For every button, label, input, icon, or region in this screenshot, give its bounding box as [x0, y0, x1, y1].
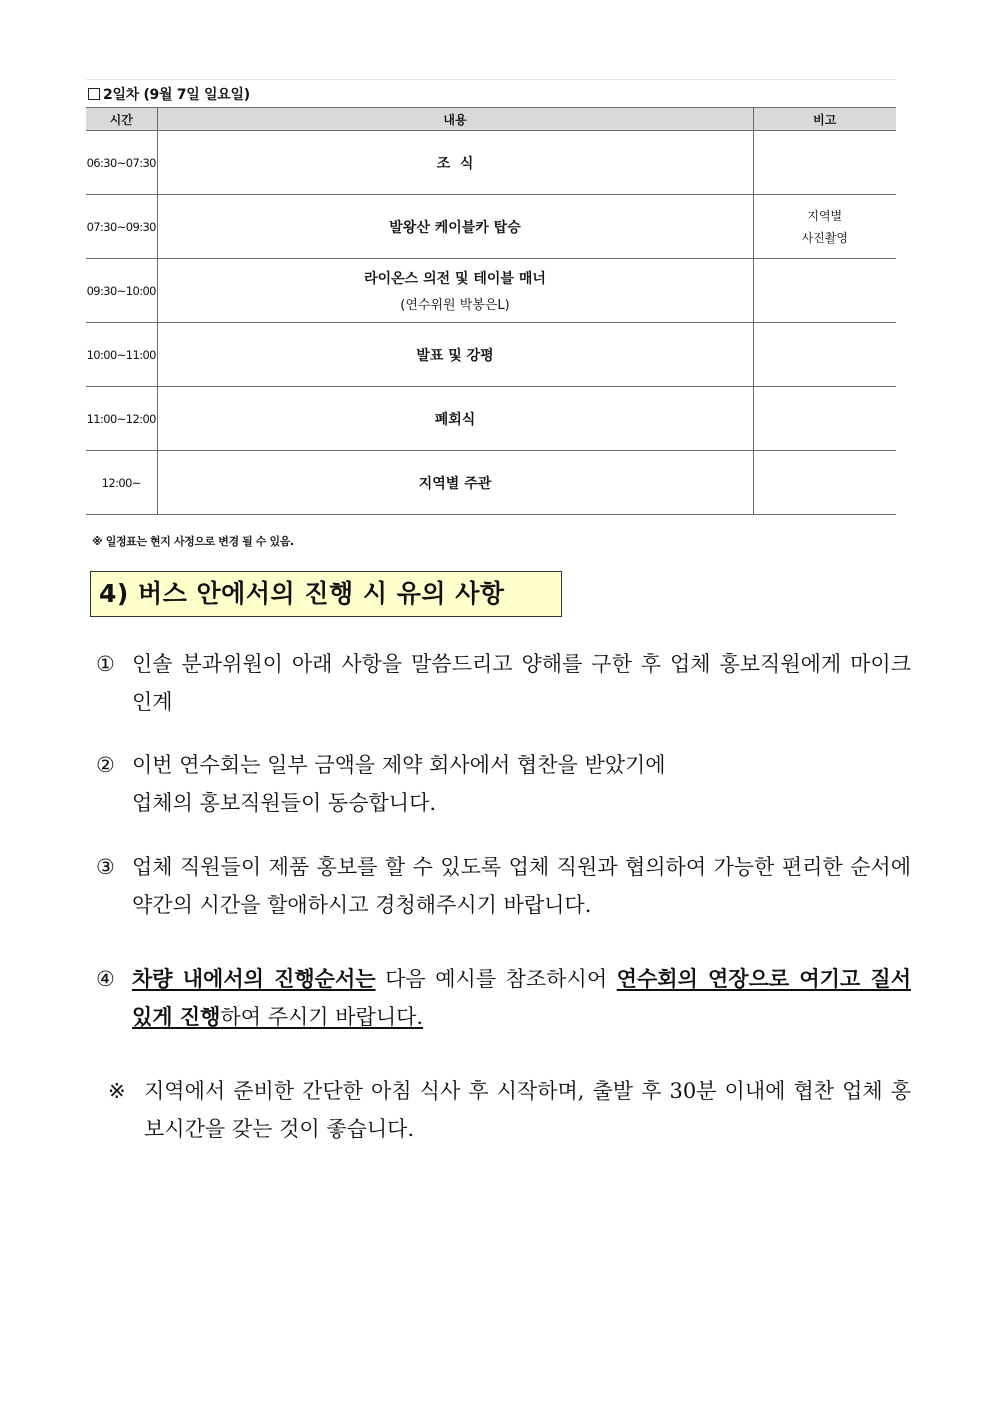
content-main: 발왕산 케이블카 탑승 — [389, 219, 521, 236]
item-text — [132, 960, 911, 1036]
content-cell — [157, 323, 753, 387]
table-row — [86, 451, 896, 515]
note-cell — [753, 451, 896, 515]
item-number: ③ — [96, 855, 115, 879]
content-cell — [157, 131, 753, 195]
list-item — [96, 746, 911, 822]
day-heading-text: 2일차 (9월 7일 일요일) — [103, 87, 250, 103]
time-cell: 07:30~09:30 — [86, 195, 157, 259]
note-cell — [753, 131, 896, 195]
header-time: 시간 — [86, 108, 157, 131]
note-text: 지역에서 준비한 간단한 아침 식사 후 시작하며, 출발 후 30분 이내에 협찬 업체 홍보시간을 갖는 것이 좋습니다. — [144, 1079, 911, 1141]
checkbox-square-icon — [88, 88, 100, 100]
item-text: 인솔 분과위원이 아래 사항을 말씀드리고 양해를 구한 후 업체 홍보직원에게 마이크 인계 — [132, 652, 911, 714]
content-main: 조 식 — [436, 155, 474, 172]
content-cell — [157, 259, 753, 323]
top-rule — [86, 79, 896, 80]
section-title: 4) 버스 안에서의 진행 시 유의 사항 — [90, 571, 562, 617]
item-number: ④ — [96, 967, 115, 991]
note-cell — [753, 259, 896, 323]
content-main: 발표 및 강평 — [416, 347, 494, 364]
content-main: 폐회식 — [434, 411, 476, 428]
content-sub: (연수위원 박봉은L) — [400, 298, 510, 313]
content-main: 라이온스 의전 및 테이블 매너 — [364, 271, 546, 287]
item-text: 업체 직원들이 제품 홍보를 할 수 있도록 업체 직원과 협의하여 가능한 편리한 순서에 약간의 시간을 할애하시고 경청해주시기 바랍니다. — [132, 855, 911, 917]
note-cell — [753, 195, 896, 259]
underlined-text: 하여 주시기 바랍니다. — [220, 1005, 424, 1029]
note-cell — [753, 387, 896, 451]
time-cell: 11:00~12:00 — [86, 387, 157, 451]
item-line: 이번 연수회는 일부 금액을 제약 회사에서 협찬을 받았기에 — [132, 753, 666, 777]
schedule-footnote: ※ 일정표는 현지 사정으로 변경 될 수 있음. — [92, 535, 294, 548]
content-cell — [157, 195, 753, 259]
table-row — [86, 131, 896, 195]
time-cell: 06:30~07:30 — [86, 131, 157, 195]
content-cell — [157, 451, 753, 515]
time-cell: 12:00~ — [86, 451, 157, 515]
item-line: 업체의 홍보직원들이 동승합니다. — [132, 791, 437, 815]
content-cell — [157, 387, 753, 451]
note-line: 지역별 — [807, 208, 843, 223]
note-line: 사진촬영 — [801, 230, 848, 245]
note-paragraph — [108, 1072, 911, 1148]
table-row — [86, 323, 896, 387]
schedule-table — [86, 107, 896, 515]
note-cell — [753, 323, 896, 387]
time-cell: 09:30~10:00 — [86, 259, 157, 323]
item-number: ① — [96, 652, 115, 676]
list-item — [96, 645, 911, 721]
list-item — [96, 848, 911, 924]
item-number: ② — [96, 753, 115, 777]
plain-text: 다음 예시를 참조하시어 — [375, 967, 617, 991]
table-row — [86, 195, 896, 259]
emphasis-text: 연수회의 연장으로 여기고 질서 있게 진행 — [132, 966, 911, 1029]
table-header-row — [86, 108, 896, 131]
note-mark: ※ — [108, 1079, 126, 1103]
item-text — [132, 746, 911, 822]
list-item — [96, 960, 911, 1036]
table-row — [86, 387, 896, 451]
emphasis-text: 차량 내에서의 진행순서는 — [132, 966, 376, 991]
header-content: 내용 — [157, 108, 753, 131]
time-cell: 10:00~11:00 — [86, 323, 157, 387]
header-note: 비고 — [753, 108, 896, 131]
day-heading — [88, 84, 250, 104]
table-row — [86, 259, 896, 323]
content-main: 지역별 주관 — [418, 475, 492, 492]
